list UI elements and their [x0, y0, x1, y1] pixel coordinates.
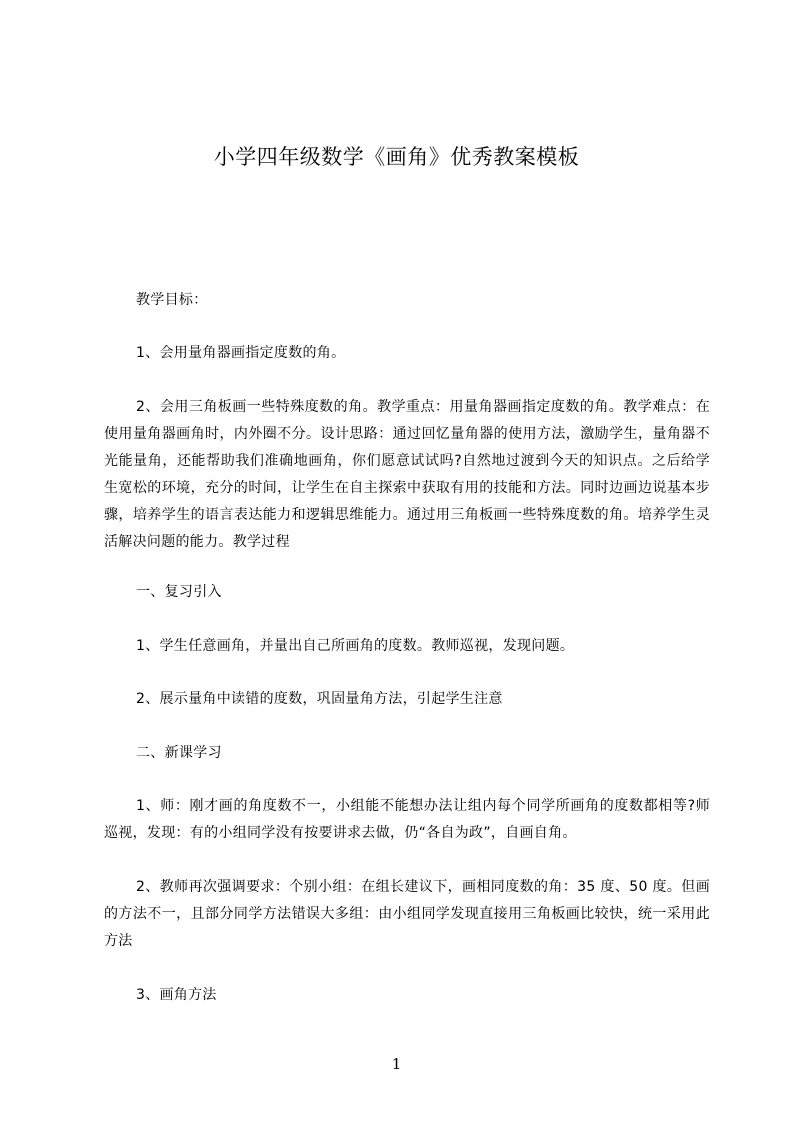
paragraph-review-2: 2、展示量角中读错的度数，巩固量角方法，引起学生注意: [136, 691, 503, 707]
paragraph-section-review: 一、复习引入: [136, 584, 222, 600]
paragraph-review-1: 1、学生任意画角，并量出自己所画角的度数。教师巡视，发现问题。: [136, 638, 575, 654]
page-number: 1: [391, 1055, 402, 1073]
paragraph-new-lesson-1: 1、师：刚才画的角度数不一，小组能不能想办法让组内每个同学所画角的度数都相等?师巡视，发现：有的小组同学没有按要讲求去做，仍“各自为政”，自画自角。: [104, 798, 710, 841]
document-title: 小学四年级数学《画角》优秀教案模板: [213, 145, 580, 169]
paragraph-drawing-method: 3、画角方法: [136, 987, 217, 1003]
paragraph-new-lesson-2: 2、教师再次强调要求：个别小组：在组长建议下，画相同度数的角：35 度、50 度。但画的方法不一，且部分同学方法错误大多组：由小组同学发现直接用三角板画比较快，统一采用此方法: [104, 879, 710, 949]
paragraph-goal-1: 1、会用量角器画指定度数的角。: [136, 345, 346, 361]
paragraph-goal-2: 2、会用三角板画一些特殊度数的角。教学重点：用量角器画指定度数的角。教学难点：在使用量角器画角时，内外圈不分。设计思路：通过回忆量角器的使用方法，激励学生，量角器不光能量角，还能帮助我们准确地画角，你们愿意试试吗?自然地过渡到今天的知识点。之后给学生宽松的环境，充分的时间，让学生在自主探索中获取有用的技能和方法。同时边画边说基本步骤，培养学生的语言表达能力和逻辑思维能力。通过用三角板画一些特殊度数的角。培养学生灵活解决问题的能力。教学过程: [104, 399, 710, 550]
paragraph-teaching-goals-heading: 教学目标：: [136, 292, 208, 308]
paragraph-section-new-lesson: 二、新课学习: [136, 745, 222, 761]
